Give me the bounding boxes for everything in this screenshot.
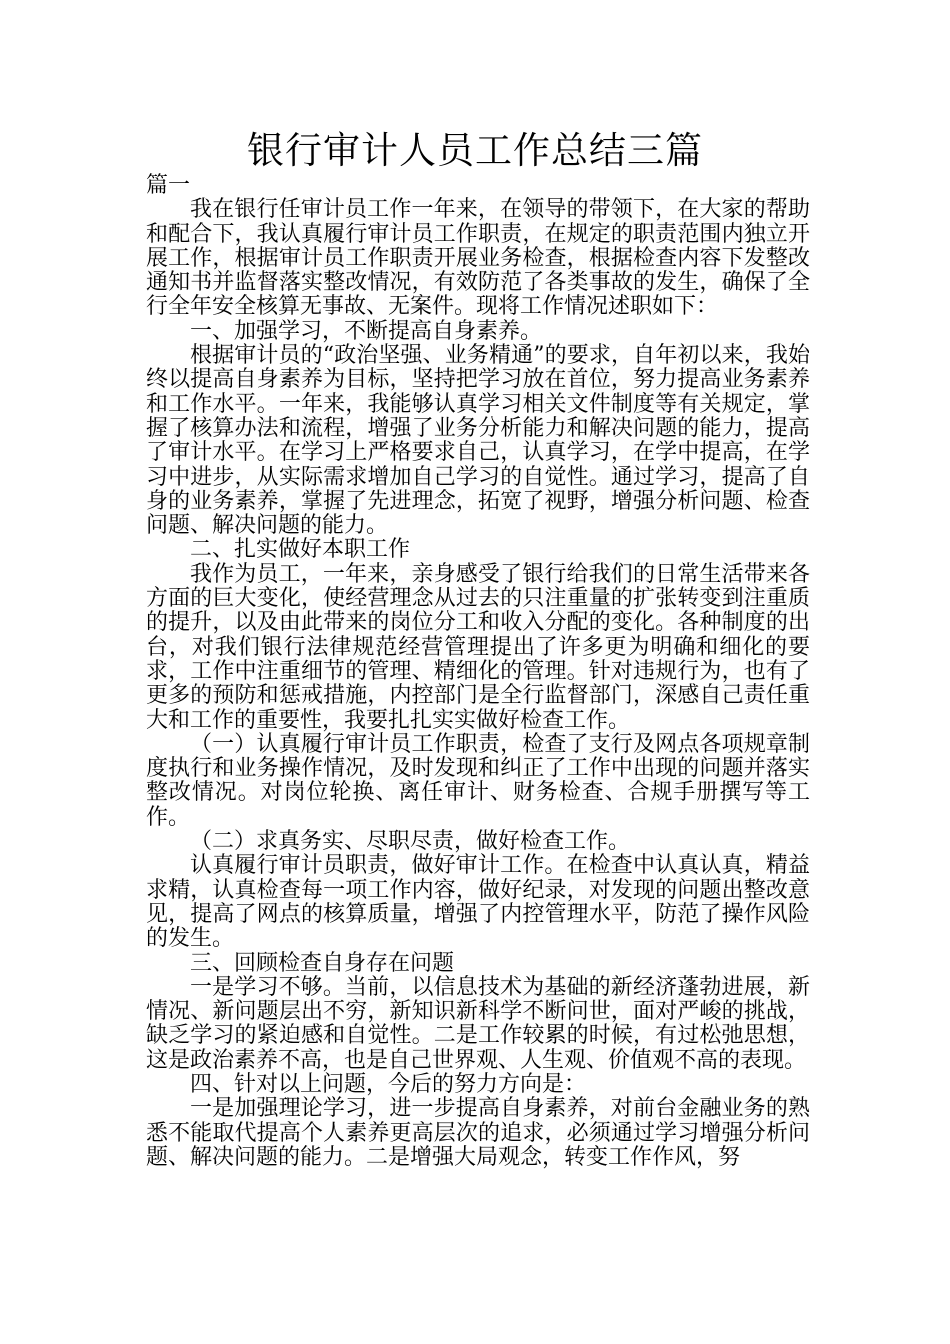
body-paragraph: 我在银行任审计员工作一年来，在领导的带领下，在大家的帮助和配合下，我认真履行审计员工作职责，在规定的职责范围内独立开展工作，根据审计员工作职责开展业务检查，根据检查内容下发整改通知书并监督落实整改情况，有效防范了各类事故的发生，确保了全行全年安全核算无事故、无案件。现将工作情况述职如下： <box>146 197 810 320</box>
document-title: 银行审计人员工作总结三篇 <box>247 129 703 172</box>
body-paragraph: 一是加强理论学习，进一步提高自身素养，对前台金融业务的熟悉不能取代提高个人素养更高层次的追求，必须通过学习增强分析问题、解决问题的能力。二是增强大局观念，转变工作作风，努 <box>146 1096 810 1170</box>
body-paragraph: （二）求真务实、尽职尽责，做好检查工作。 <box>190 829 631 855</box>
document-body <box>146 174 810 1170</box>
section-heading: 篇一 <box>146 173 191 198</box>
body-paragraph: 根据审计员的“政治坚强、业务精通”的要求，自年初以来，我始终以提高自身素养为目标，坚持把学习放在首位，努力提高业务素养和工作水平。一年来，我能够认真学习相关文件制度等有关规定，掌握了核算办法和流程，增强了业务分析能力和解决问题的能力，提高了审计水平。在学习上严格要求自己，认真学习，在学中提高，在学习中进步，从实际需求增加自己学习的自觉性。通过学习，提高了自身的业务素养，掌握了先进理念，拓宽了视野，增强分析问题、检查问题、解决问题的能力。 <box>146 343 810 539</box>
body-paragraph: 认真履行审计员职责，做好审计工作。在检查中认真认真，精益求精，认真检查每一项工作内容，做好纪录，对发现的问题出整改意见，提高了网点的核算质量，增强了内控管理水平，防范了操作风险的发生。 <box>146 853 810 952</box>
body-paragraph: 一、加强学习，不断提高自身素养。 <box>190 318 543 344</box>
body-paragraph: 三、回顾检查自身存在问题 <box>190 950 455 976</box>
body-paragraph: 二、扎实做好本职工作 <box>190 537 411 563</box>
body-paragraph: 四、针对以上问题，今后的努力方向是： <box>190 1071 587 1097</box>
body-paragraph: （一）认真履行审计员工作职责，检查了支行及网点各项规章制度执行和业务操作情况，及时发现和纠正了工作中出现的问题并落实整改情况。对岗位轮换、离任审计、财务检查、合规手册撰写等工作。 <box>146 731 810 830</box>
body-paragraph: 一是学习不够。当前，以信息技术为基础的新经济蓬勃进展，新情况、新问题层出不穷，新知识新科学不断问世，面对严峻的挑战，缺乏学习的紧迫感和自觉性。二是工作较累的时候，有过松弛思想，这是政治素养不高，也是自己世界观、人生观、价值观不高的表现。 <box>146 974 810 1073</box>
body-paragraph: 我作为员工，一年来，亲身感受了银行给我们的日常生活带来各方面的巨大变化，使经营理念从过去的只注重量的扩张转变到注重质的提升，以及由此带来的岗位分工和收入分配的变化。各种制度的出台，对我们银行法律规范经营管理提出了许多更为明确和细化的要求，工作中注重细节的管理、精细化的管理。针对违规行为，也有了更多的预防和惩戒措施，内控部门是全行监督部门，深感自己责任重大和工作的重要性，我要扎扎实实做好检查工作。 <box>146 561 810 733</box>
